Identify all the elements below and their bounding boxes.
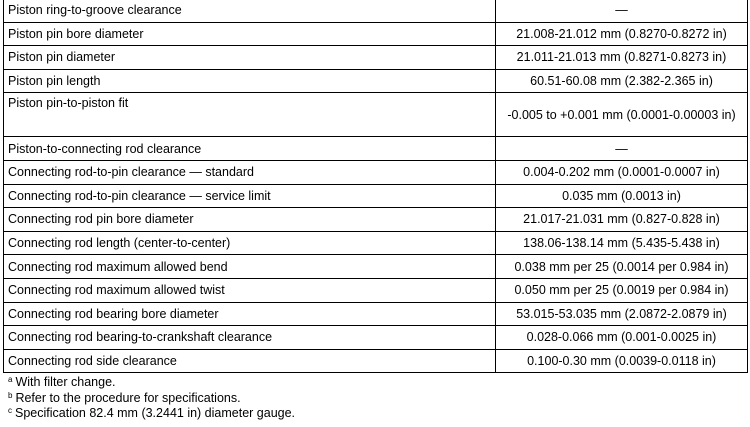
spec-name-cell: Piston pin-to-piston fit (4, 93, 496, 137)
spec-value-cell: 21.008-21.012 mm (0.8270-0.8272 in) (496, 22, 748, 46)
spec-name-cell: Piston-to-connecting rod clearance (4, 137, 496, 161)
footnote (8, 375, 295, 391)
table-row (4, 160, 748, 184)
footnote-text: With filter change. (15, 375, 116, 389)
spec-value-cell: 0.050 mm per 25 (0.0019 per 0.984 in) (496, 278, 748, 302)
footnote (8, 391, 295, 407)
table-row (4, 231, 748, 255)
table-row (4, 302, 748, 326)
spec-name-cell: Connecting rod bearing bore diameter (4, 302, 496, 326)
spec-name-cell: Connecting rod pin bore diameter (4, 208, 496, 232)
table-row (4, 46, 748, 70)
spec-name-cell: Connecting rod-to-pin clearance — standard (4, 160, 496, 184)
spec-name-cell: Piston pin length (4, 69, 496, 93)
table-row (4, 69, 748, 93)
table-row (4, 137, 748, 161)
spec-value-cell: 53.015-53.035 mm (2.0872-2.0879 in) (496, 302, 748, 326)
spec-name-cell: Piston ring-to-groove clearance (4, 0, 496, 22)
footnotes (8, 375, 295, 422)
spec-value-cell: 21.011-21.013 mm (0.8271-0.8273 in) (496, 46, 748, 70)
spec-name-cell: Connecting rod-to-pin clearance — service limit (4, 184, 496, 208)
table-row (4, 255, 748, 279)
table-row (4, 208, 748, 232)
table-row (4, 349, 748, 373)
footnote-mark: a (8, 375, 13, 384)
spec-value-cell: 60.51-60.08 mm (2.382-2.365 in) (496, 69, 748, 93)
spec-value-cell: 0.038 mm per 25 (0.0014 per 0.984 in) (496, 255, 748, 279)
footnote (8, 406, 295, 422)
footnote-text: Specification 82.4 mm (3.2441 in) diameter gauge. (15, 406, 296, 420)
spec-value-cell: 138.06-138.14 mm (5.435-5.438 in) (496, 231, 748, 255)
footnote-mark: b (8, 390, 13, 400)
specifications-table (3, 0, 748, 373)
spec-value-cell: 0.004-0.202 mm (0.0001-0.0007 in) (496, 160, 748, 184)
spec-value-cell: 0.028-0.066 mm (0.001-0.0025 in) (496, 326, 748, 350)
spec-value-cell: -0.005 to +0.001 mm (0.0001-0.00003 in) (496, 93, 748, 137)
spec-name-cell: Connecting rod length (center-to-center) (4, 231, 496, 255)
table-row (4, 184, 748, 208)
spec-value-cell: — (496, 137, 748, 161)
spec-value-cell: — (496, 0, 748, 22)
footnote-mark: c (8, 406, 12, 415)
spec-value-cell: 0.035 mm (0.0013 in) (496, 184, 748, 208)
footnote-text: Refer to the procedure for specifications. (15, 390, 241, 405)
spec-value-cell: 0.100-0.30 mm (0.0039-0.0118 in) (496, 349, 748, 373)
table-row (4, 0, 748, 22)
spec-name-cell: Piston pin bore diameter (4, 22, 496, 46)
table-row (4, 326, 748, 350)
table-row (4, 93, 748, 137)
table-row (4, 278, 748, 302)
table-row (4, 22, 748, 46)
spec-name-cell: Connecting rod bearing-to-crankshaft clearance (4, 326, 496, 350)
spec-name-cell: Connecting rod maximum allowed twist (4, 278, 496, 302)
spec-value-cell: 21.017-21.031 mm (0.827-0.828 in) (496, 208, 748, 232)
spec-name-cell: Connecting rod maximum allowed bend (4, 255, 496, 279)
spec-name-cell: Piston pin diameter (4, 46, 496, 70)
spec-name-cell: Connecting rod side clearance (4, 349, 496, 373)
